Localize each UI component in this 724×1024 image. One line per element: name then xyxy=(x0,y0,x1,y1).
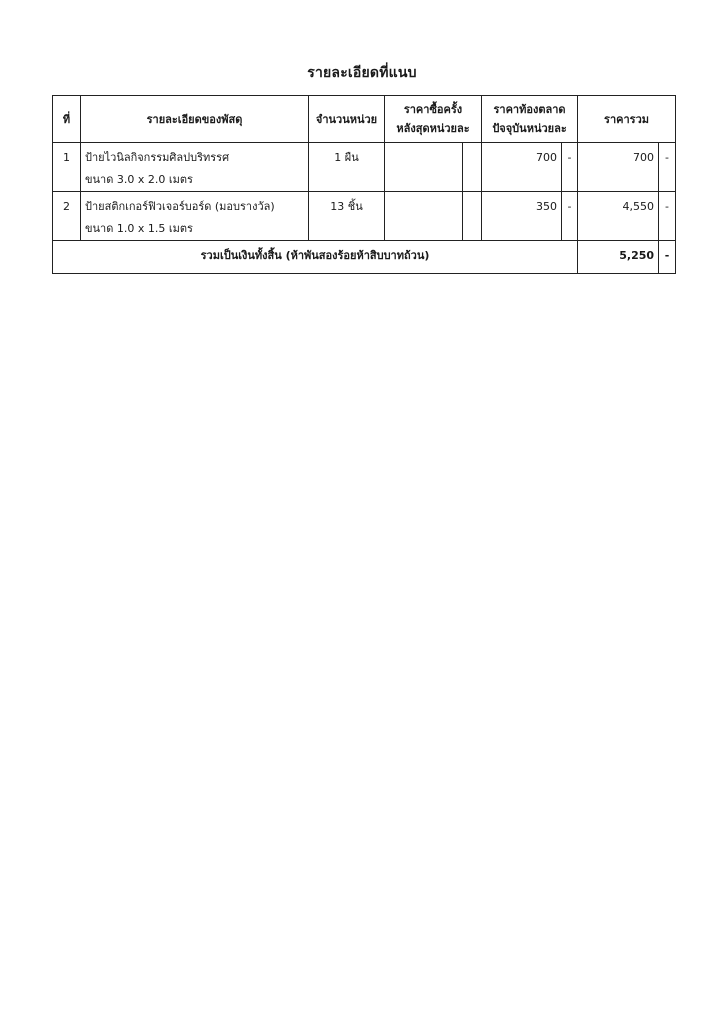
grand-total-row xyxy=(53,241,676,274)
header-last-price-line1: ราคาซื้อครั้ง xyxy=(403,103,463,116)
header-total-price: ราคารวม xyxy=(578,96,676,143)
row-total-satang: - xyxy=(659,143,676,192)
table-row xyxy=(53,143,676,192)
row-last-price-satang xyxy=(463,192,482,241)
row-market-price-satang: - xyxy=(562,143,578,192)
header-description: รายละเอียดของพัสดุ xyxy=(81,96,309,143)
row-quantity: 1 ผืน xyxy=(309,143,385,192)
row-market-price-satang: - xyxy=(562,192,578,241)
row-total-satang: - xyxy=(659,192,676,241)
row-description-size: ขนาด 3.0 x 2.0 เมตร xyxy=(85,173,193,186)
row-market-price: 350 xyxy=(482,192,562,241)
row-description xyxy=(81,192,309,241)
grand-total-label: รวมเป็นเงินทั้งสิ้น (ห้าพันสองร้อยห้าสิบบาทถ้วน) xyxy=(53,241,578,274)
header-market-price-line1: ราคาท้องตลาด xyxy=(493,103,566,116)
row-last-price xyxy=(385,192,463,241)
header-last-price-line2: หลังสุดหน่วยละ xyxy=(396,122,470,135)
row-last-price xyxy=(385,143,463,192)
row-no: 2 xyxy=(53,192,81,241)
document-title: รายละเอียดที่แนบ xyxy=(307,65,417,81)
row-description-size: ขนาด 1.0 x 1.5 เมตร xyxy=(85,222,193,235)
header-last-price xyxy=(385,96,482,143)
header-quantity: จำนวนหน่วย xyxy=(309,96,385,143)
row-description-name: ป้ายไวนิลกิจกรรมศิลปบริทรรศ xyxy=(85,151,230,164)
grand-total-satang: - xyxy=(659,241,676,274)
row-description-name: ป้ายสติกเกอร์ฟิวเจอร์บอร์ด (มอบรางวัล) xyxy=(85,200,275,213)
table-header-row xyxy=(53,96,676,143)
row-last-price-satang xyxy=(463,143,482,192)
row-description xyxy=(81,143,309,192)
row-no: 1 xyxy=(53,143,81,192)
row-total: 700 xyxy=(578,143,659,192)
table-row xyxy=(53,192,676,241)
grand-total-amount: 5,250 xyxy=(578,241,659,274)
header-no: ที่ xyxy=(53,96,81,143)
row-quantity: 13 ชิ้น xyxy=(309,192,385,241)
row-total: 4,550 xyxy=(578,192,659,241)
row-market-price: 700 xyxy=(482,143,562,192)
header-market-price-line2: ปัจจุบันหน่วยละ xyxy=(492,122,567,135)
header-market-price xyxy=(482,96,578,143)
items-table xyxy=(52,95,676,274)
